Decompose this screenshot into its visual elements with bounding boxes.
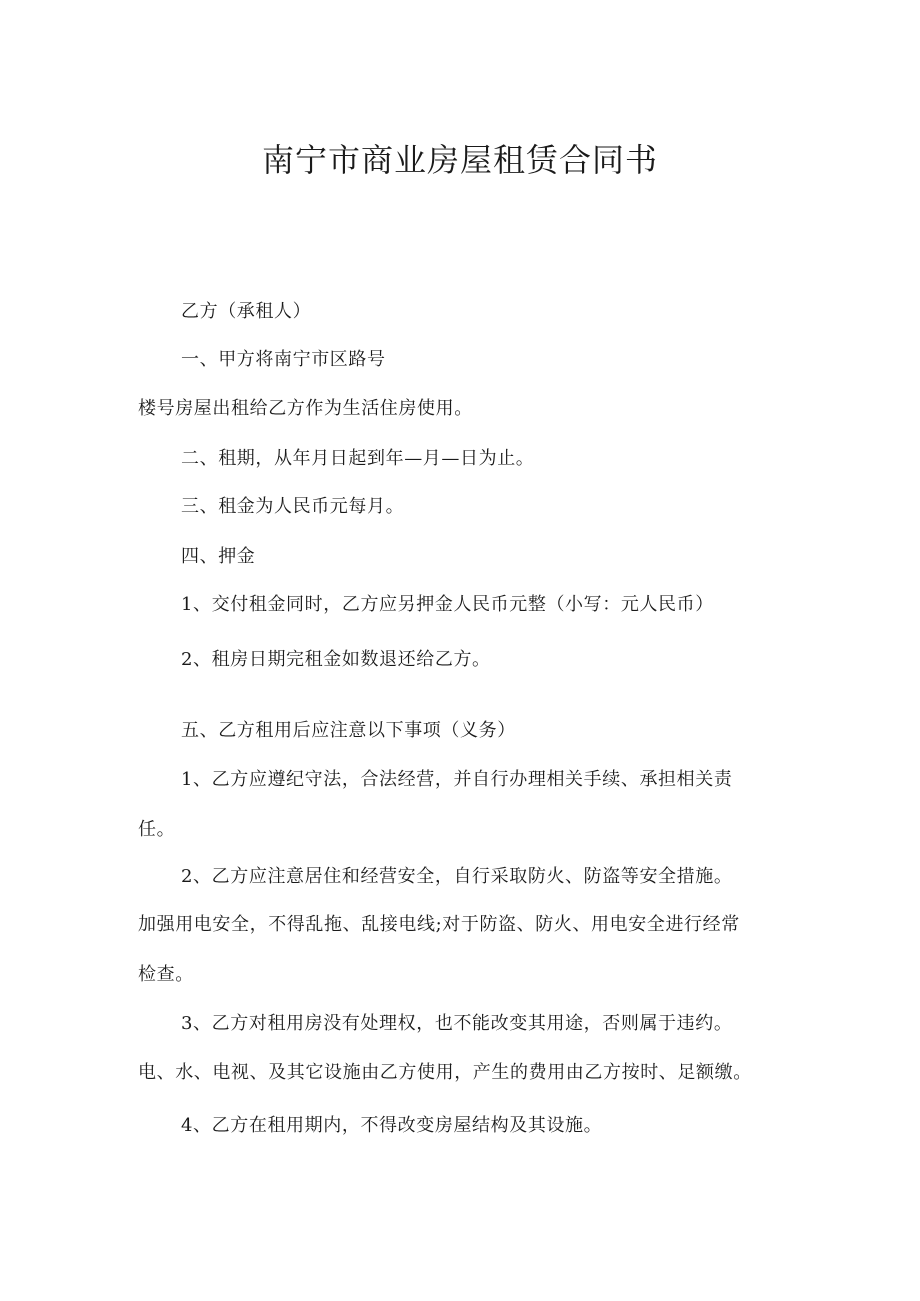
- party-b-label: 乙方（承租人）: [181, 301, 312, 322]
- clause-4-item-1: 1、交付租金同时，乙方应另押金人民币元整（小写：元人民币）: [181, 594, 714, 615]
- clause-5-heading: 五、乙方租用后应注意以下事项（义务）: [181, 720, 516, 741]
- clause-5-item-1-line-1: 1、乙方应遵纪守法，合法经营，并自行办理相关手续、承担相关责: [181, 769, 733, 790]
- clause-1-line-1: 一、甲方将南宁市区路号: [181, 349, 386, 370]
- clause-1-line-2: 楼号房屋出租给乙方作为生活住房使用。: [138, 398, 473, 419]
- clause-5-item-2-line-1: 2、乙方应注意居住和经营安全，自行采取防火、防盗等安全措施。: [181, 866, 733, 887]
- clause-4-item-2: 2、租房日期完租金如数退还给乙方。: [181, 649, 491, 670]
- clause-5-item-2-line-3: 检查。: [138, 964, 194, 985]
- clause-5-item-2-line-2: 加强用电安全，不得乱拖、乱接电线;对于防盗、防火、用电安全进行经常: [138, 914, 740, 935]
- clause-5-item-3-line-1: 3、乙方对租用房没有处理权，也不能改变其用途，否则属于违约。: [181, 1013, 733, 1034]
- document-title: 南宁市商业房屋租赁合同书: [261, 141, 658, 179]
- clause-5-item-1-line-2: 任。: [138, 819, 176, 840]
- clause-5-item-4: 4、乙方在租用期内，不得改变房屋结构及其设施。: [181, 1115, 603, 1136]
- clause-3: 三、租金为人民币元每月。: [181, 496, 405, 517]
- clause-4-heading: 四、押金: [181, 546, 256, 567]
- clause-2: 二、租期，从年月日起到年—月—日为止。: [181, 448, 535, 469]
- clause-5-item-3-line-2: 电、水、电视、及其它设施由乙方使用，产生的费用由乙方按时、足额缴。: [138, 1062, 752, 1083]
